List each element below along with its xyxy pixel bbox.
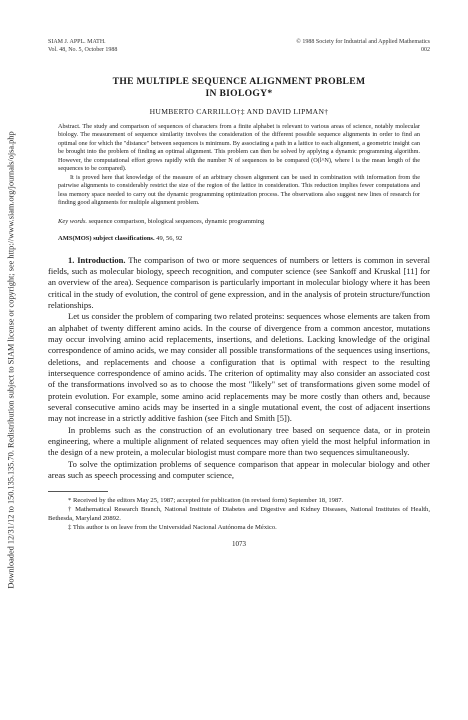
- keywords-label: Key words.: [58, 217, 88, 225]
- body-text: [48, 255, 430, 482]
- intro-paragraph-1: [48, 255, 430, 312]
- keywords-text: sequence comparison, biological sequences, dynamic programming: [88, 217, 265, 225]
- ams-label: AMS(MOS) subject classifications.: [58, 234, 155, 242]
- title-line-1: THE MULTIPLE SEQUENCE ALIGNMENT PROBLEM: [112, 76, 366, 87]
- footnote-received: * Received by the editors May 25, 1987; accepted for publication (in revised form) September 18, 1987.: [68, 497, 344, 505]
- intro-paragraph-2: Let us consider the problem of comparing two related proteins: sequences whose elements are taken from an alphabet of twenty different amino acids. In the course of divergence from a common ancestor, mutations may occur involving amino acid replacements, insertions, and deletions. Lacking knowledge of the original correspondence of amino acids, we may consider all possible transformations of the sequences using insertions, deletions, and replacements and choose a configuration that is optimal with respect to the resulting intersequence correspondence of amino acids. The criterion of optimality may also consider an associated cost of the transformations involved so as to choose the most "likely" set of transformations given some model of protein evolution. For example, some amino acid replacements may be more costly than others and, because several consecutive amino acids may be inserted in a single mutational event, the cost of adjacent insertions may not increase in a strictly additive fashion (see Fitch and Smith [5]).: [48, 311, 430, 424]
- ams-text: 49, 56, 92: [156, 234, 183, 242]
- footnote-leave: ‡ This author is on leave from the Universidad Nacional Autónoma de México.: [68, 523, 277, 531]
- authors: HUMBERTO CARRILLO†‡ AND DAVID LIPMAN†: [149, 107, 329, 116]
- ams-classification: [58, 235, 420, 242]
- journal-name: SIAM J. APPL. MATH.: [48, 39, 106, 45]
- download-notice-text: Downloaded 12/31/12 to 150.135.135.70. Redistribution subject to SIAM license or copyright; see http://www.siam.org/journals/ojsa.php: [6, 131, 16, 589]
- abstract-paragraph-1: Abstract. The study and comparison of sequences of characters from a finite alphabet is relevant to various areas of science, notably molecular biology. The measurement of sequence similarity involves the consideration of the different possible sequence alignments in order to find an optimal one for which the "distance" between sequences is minimum. By associating a path in a lattice to each alignment, a geometric insight can be brought into the problem of finding an optimal alignment. This problem can then be solved by applying a dynamic programming algorithm. However, the computational effort grows rapidly with the number N of sequences to be compared (O(l^N), where l is the mean length of the sequences to be compared).: [58, 123, 420, 173]
- running-head-left: [48, 38, 117, 54]
- download-notice: [0, 0, 22, 720]
- abstract-paragraph-2: It is proved here that knowledge of the measure of an arbitrary chosen alignment can be used in combination with information from the pairwise alignments to considerably restrict the size of the region of the lattice in consideration. This reduction implies fewer computations and less memory space needed to carry out the dynamic programming optimization process. The observations also suggest new lines of research for finding good alignments for multiple alignment problem.: [58, 173, 420, 207]
- intro-paragraph-3: In problems such as the construction of an evolutionary tree based on sequence data, or in protein engineering, where a multiple alignment of related sequences may often yield the most helpful information in the design of a new protein, a molecular biologist must compare more than two sequences simultaneously.: [48, 424, 430, 458]
- footnote-affiliation: † Mathematical Research Branch, National Institute of Diabetes and Digestive and Kidney Diseases, National Institutes of Health, Bethesda, Maryland 20892.: [48, 506, 430, 522]
- section-heading: 1. Introduction.: [68, 254, 126, 265]
- article-code: 002: [421, 47, 430, 53]
- abstract: [58, 123, 420, 208]
- page-number: 1073: [232, 540, 246, 549]
- title-line-2: IN BIOLOGY*: [205, 88, 273, 99]
- copyright-line: © 1988 Society for Industrial and Applied Mathematics: [296, 39, 430, 45]
- paper-title: [48, 76, 430, 100]
- running-head-right: [296, 38, 430, 54]
- footnote-rule: [48, 491, 108, 492]
- keywords: [58, 218, 420, 226]
- running-head: [48, 38, 430, 54]
- intro-paragraph-4: To solve the optimization problems of sequence comparison that appear in molecular biology and other areas such as speech processing and computer science,: [48, 458, 430, 481]
- paper-page: [48, 38, 430, 548]
- intro-paragraph-1-text: The comparison of two or more sequences of numbers or letters is common in several fields, such as molecular biology, speech recognition, and computer science (see Sankoff and Kruskal [11] for an overview of the area). Sequence comparison is particularly important in molecular biology where it has been critical in the study of evolution, the control of gene expression, and in the analysis of protein structure/function relationships.: [48, 254, 430, 310]
- journal-volume: Vol. 48, No. 5, October 1988: [48, 47, 118, 53]
- footnotes: [48, 497, 430, 532]
